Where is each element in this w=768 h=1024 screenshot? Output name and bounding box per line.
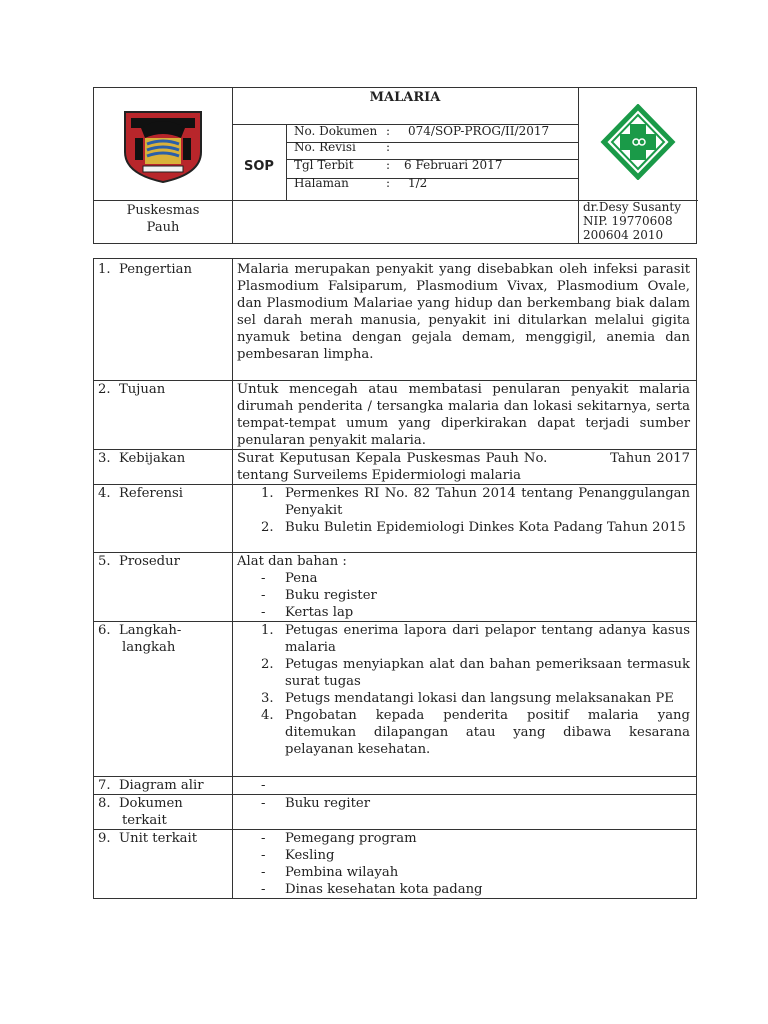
signer-nip-line1: NIP. 19770608 bbox=[583, 214, 673, 228]
item-number: 1. bbox=[261, 486, 274, 501]
label-prosedur: 5. Prosedur bbox=[98, 554, 180, 569]
item-number: 1. bbox=[261, 623, 274, 638]
label-dokumen-line2: terkait bbox=[122, 813, 167, 828]
item-number: 2. bbox=[261, 520, 274, 535]
list-unit bbox=[237, 830, 690, 898]
item-text: Pena bbox=[285, 571, 318, 586]
text-pengertian: Malaria merupakan penyakit yang disebabkan oleh infeksi parasit Plasmodium Falsiparum, Plasmodium Vivax, Plasmodium Ovale, dan Plasmodium Malariae yang hidup dan berkembang biak dalam sel darah merah manusia, penyakit ini ditularkan melalui gigita nyamuk betina dengan gejala demam, menggigil, anemia dan pembesaran limpha. bbox=[237, 262, 690, 362]
list-item bbox=[237, 690, 690, 707]
list-langkah bbox=[237, 622, 690, 758]
list-item bbox=[237, 622, 690, 656]
item-text: Petugs mendatangi lokasi dan langsung melaksanakan PE bbox=[285, 691, 674, 706]
item-text: Pembina wilayah bbox=[285, 865, 399, 880]
list-item: - Kesling bbox=[261, 848, 335, 863]
list-dokumen bbox=[237, 795, 690, 812]
list-item bbox=[237, 656, 690, 690]
field-label: No. Dokumen bbox=[294, 124, 378, 138]
item-text: Petugas menyiapkan alat dan bahan pemeriksaan termasuk surat tugas bbox=[285, 657, 690, 689]
list-item: - Pena bbox=[261, 571, 318, 586]
item-text: Kertas lap bbox=[285, 605, 354, 620]
item-text: Buku register bbox=[285, 588, 377, 603]
item-text: Permenkes RI No. 82 Tahun 2014 tentang Penanggulangan Penyakit bbox=[285, 486, 690, 518]
item-text: Buku Buletin Epidemiologi Dinkes Kota Padang Tahun 2015 bbox=[285, 520, 686, 535]
field-label: Halaman bbox=[294, 176, 349, 190]
prosedur-intro: Alat dan bahan : bbox=[237, 554, 347, 569]
document-title: MALARIA bbox=[369, 90, 441, 105]
label-tujuan: 2. Tujuan bbox=[98, 382, 166, 397]
list-item bbox=[237, 519, 690, 536]
item-text: Pemegang program bbox=[285, 831, 417, 846]
text-kebijakan: Surat Keputusan Kepala Puskesmas Pauh No. Tahun 2017 tentang Surveilems Epidermiologi malaria bbox=[237, 451, 695, 483]
text-tujuan: Untuk mencegah atau membatasi penularan penyakit malaria dirumah penderita / tersangka malaria dan lokasi sekitarnya, serta tempat-tempat umum yang diperkirakan dapat terjadi sumber penularan penyakit malaria. bbox=[237, 382, 690, 448]
sop-body-table bbox=[93, 258, 697, 899]
list-item: - Buku regiter bbox=[261, 796, 371, 811]
list-item: - Buku register bbox=[261, 588, 377, 603]
list-item: - Pemegang program bbox=[261, 831, 417, 846]
field-label: No. Revisi bbox=[294, 140, 356, 154]
signer-nip-line2: 200604 2010 bbox=[583, 228, 664, 242]
field-sep: : bbox=[386, 158, 391, 172]
list-item: - Dinas kesehatan kota padang bbox=[261, 882, 483, 897]
item-text: Kesling bbox=[285, 848, 335, 863]
list-item bbox=[237, 707, 690, 758]
label-referensi: 4. Referensi bbox=[98, 486, 183, 501]
item-text: Pngobatan kepada penderita positif malaria yang ditemukan dilapangan atau yang dibawa kesarana pelayanan kesehatan. bbox=[285, 708, 690, 757]
header-table bbox=[93, 87, 697, 244]
label-dokumen-line1: 8. Dokumen bbox=[98, 796, 183, 811]
list-item: - Kertas lap bbox=[261, 605, 354, 620]
item-number: 3. bbox=[261, 691, 274, 706]
list-item: - Pembina wilayah bbox=[261, 865, 399, 880]
list-referensi bbox=[237, 485, 690, 536]
field-sep: : bbox=[386, 176, 391, 190]
field-label: Tgl Terbit bbox=[294, 158, 354, 172]
label-langkah-line1: 6. Langkah- bbox=[98, 623, 182, 638]
item-text: - bbox=[261, 778, 266, 793]
item-text: Petugas enerima lapora dari pelapor tentang adanya kasus malaria bbox=[285, 623, 690, 655]
label-diagram: 7. Diagram alir bbox=[98, 778, 204, 793]
list-prosedur bbox=[237, 553, 690, 621]
label-pengertian: 1. Pengertian bbox=[98, 262, 192, 277]
label-kebijakan: 3. Kebijakan bbox=[98, 451, 186, 466]
puskesmas-crest-logo bbox=[121, 108, 205, 184]
field-sep: : bbox=[386, 124, 391, 138]
field-value: 1/2 bbox=[408, 176, 428, 190]
field-sep: : bbox=[386, 140, 391, 154]
signer-name: dr.Desy Susanty bbox=[583, 200, 681, 214]
field-value: 074/SOP-PROG/II/2017 bbox=[408, 124, 550, 138]
org-name-line2: Pauh bbox=[146, 220, 180, 235]
label-unit: 9. Unit terkait bbox=[98, 831, 198, 846]
puskesmas-cross-logo bbox=[600, 104, 676, 180]
sop-label: SOP bbox=[244, 159, 274, 174]
list-item bbox=[237, 485, 690, 519]
org-name-line1: Puskesmas bbox=[126, 203, 200, 218]
item-text: Buku regiter bbox=[285, 796, 371, 811]
label-langkah-line2: langkah bbox=[122, 640, 176, 655]
field-value: 6 Februari 2017 bbox=[404, 158, 503, 172]
item-text: Dinas kesehatan kota padang bbox=[285, 882, 483, 897]
item-number: 2. bbox=[261, 657, 274, 672]
item-number: 4. bbox=[261, 708, 274, 723]
